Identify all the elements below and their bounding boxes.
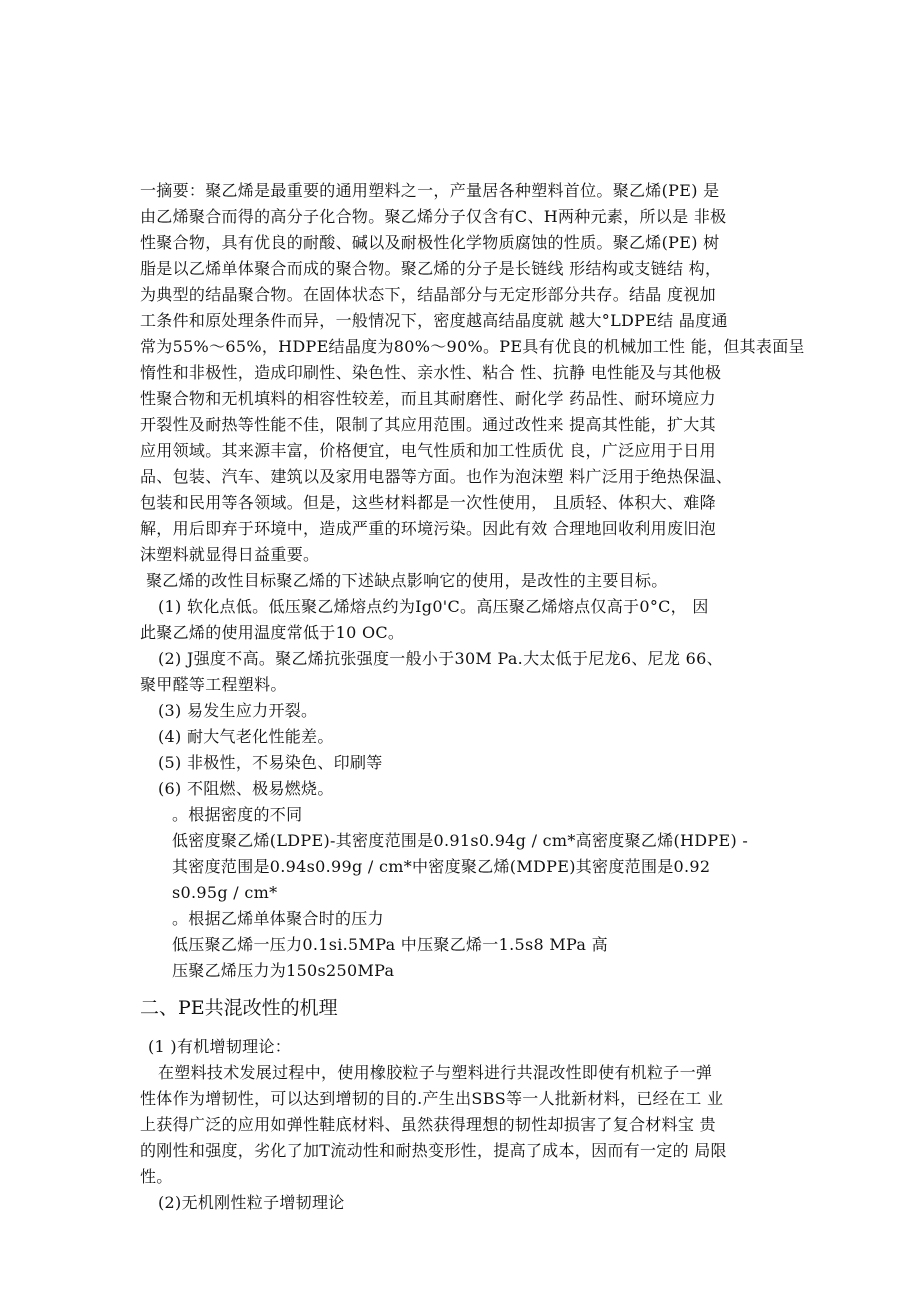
modification-item: (6) 不阻燃、极易燃烧。 (158, 779, 334, 798)
summary-line: 沫塑料就显得日益重要。 (140, 545, 320, 564)
body-line: 性体作为增韧性，可以达到增韧的目的.产生出SBS等一人批新材料，已经在工 业 (140, 1089, 724, 1108)
classification-line: 其密度范围是0.94s0.99g / cm*中密度聚乙烯(MDPE)其密度范围是0.92 (172, 857, 711, 876)
modification-item: (2) J强度不高。聚乙烯抗张强度一般小于30M Pa.大太低于尼龙6、尼龙 66、 (158, 649, 723, 668)
subsection-title: (1 )有机增韧理论： (148, 1037, 292, 1056)
classification-line: 低压聚乙烯一压力0.1si.5MPa 中压聚乙烯一1.5s8 MPa 高 (172, 935, 608, 954)
summary-line: 性聚合物，具有优良的耐酸、碱以及耐极性化学物质腐蚀的性质。聚乙烯(PE) 树 (140, 233, 720, 252)
section-heading: 二、PE共混改性的机理 (140, 997, 338, 1019)
modification-intro: 聚乙烯的改性目标聚乙烯的下述缺点影响它的使用，是改性的主要目标。 (146, 571, 668, 590)
summary-line: 性聚合物和无机填料的相容性较差，而且其耐磨性、耐化学 药品性、耐环境应力 (140, 389, 716, 408)
summary-line: 包装和民用等各领域。但是，这些材料都是一次性使用， 且质轻、体积大、难降 (140, 493, 716, 512)
summary-line: 常为55%〜65%，HDPE结晶度为80%〜90%。PE具有优良的机械加工性 能，但其表面呈 (140, 337, 805, 356)
classification-line: 低密度聚乙烯(LDPE)-其密度范围是0.91s0.94g / cm*高密度聚乙烯(HDPE) - (172, 831, 749, 850)
classification-line: 。根据密度的不同 (172, 805, 303, 824)
body-line: 性。 (140, 1167, 173, 1186)
classification-line: 。根据乙烯单体聚合时的压力 (172, 909, 384, 928)
summary-line: 解，用后即弃于环境中，造成严重的环境污染。因此有效 合理地回收利用废旧泡 (140, 519, 716, 538)
classification-line: s0.95g / cm* (172, 883, 278, 902)
summary-line: 脂是以乙烯单体聚合而成的聚合物。聚乙烯的分子是长链线 形结构或支链结 构， (140, 259, 722, 278)
summary-line: 惰性和非极性，造成印刷性、染色性、亲水性、粘合 性、抗静 电性能及与其他极 (140, 363, 722, 382)
summary-line: 工条件和原处理条件而异，一般情况下，密度越高结晶度就 越大°LDPE结 晶度通 (140, 311, 728, 330)
body-line: 上获得广泛的应用如弹性鞋底材料、虽然获得理想的韧性却损害了复合材料宝 贵 (140, 1115, 716, 1134)
modification-item: 此聚乙烯的使用温度常低于10 OC。 (140, 623, 405, 642)
body-line: 在塑料技术发展过程中，使用橡胶粒子与塑料进行共混改性即使有机粒子一弹 (158, 1063, 713, 1082)
body-line: 的刚性和强度，劣化了加T流动性和耐热变形性，提高了成本，因而有一定的 局限 (140, 1141, 727, 1160)
summary-line: 一摘要：聚乙烯是最重要的通用塑料之一，产量居各种塑料首位。聚乙烯(PE) 是 (140, 181, 720, 200)
classification-line: 压聚乙烯压力为150s250MPa (172, 961, 395, 980)
subsection-title: (2)无机刚性粒子增韧理论 (158, 1193, 345, 1212)
summary-line: 品、包装、汽车、建筑以及家用电器等方面。也作为泡沫塑 料广泛用于绝热保温、 (140, 467, 733, 486)
modification-item: 聚甲醛等工程塑料。 (140, 675, 287, 694)
modification-item: (1) 软化点低。低压聚乙烯熔点约为Ig0'C。高压聚乙烯熔点仅高于0°C， 因 (158, 597, 709, 616)
modification-item: (5) 非极性，不易染色、印刷等 (158, 753, 383, 772)
modification-item: (3) 易发生应力开裂。 (158, 701, 318, 720)
modification-item: (4) 耐大气老化性能差。 (158, 727, 334, 746)
summary-line: 由乙烯聚合而得的高分子化合物。聚乙烯分子仅含有C、H两种元素，所以是 非极 (140, 207, 727, 226)
summary-line: 为典型的结晶聚合物。在固体状态下，结晶部分与无定形部分共存。结晶 度视加 (140, 285, 716, 304)
summary-line: 应用领域。其来源丰富，价格便宜，电气性质和加工性质优 良，广泛应用于日用 (140, 441, 716, 460)
summary-line: 开裂性及耐热等性能不佳，限制了其应用范围。通过改性来 提高其性能，扩大其 (140, 415, 716, 434)
